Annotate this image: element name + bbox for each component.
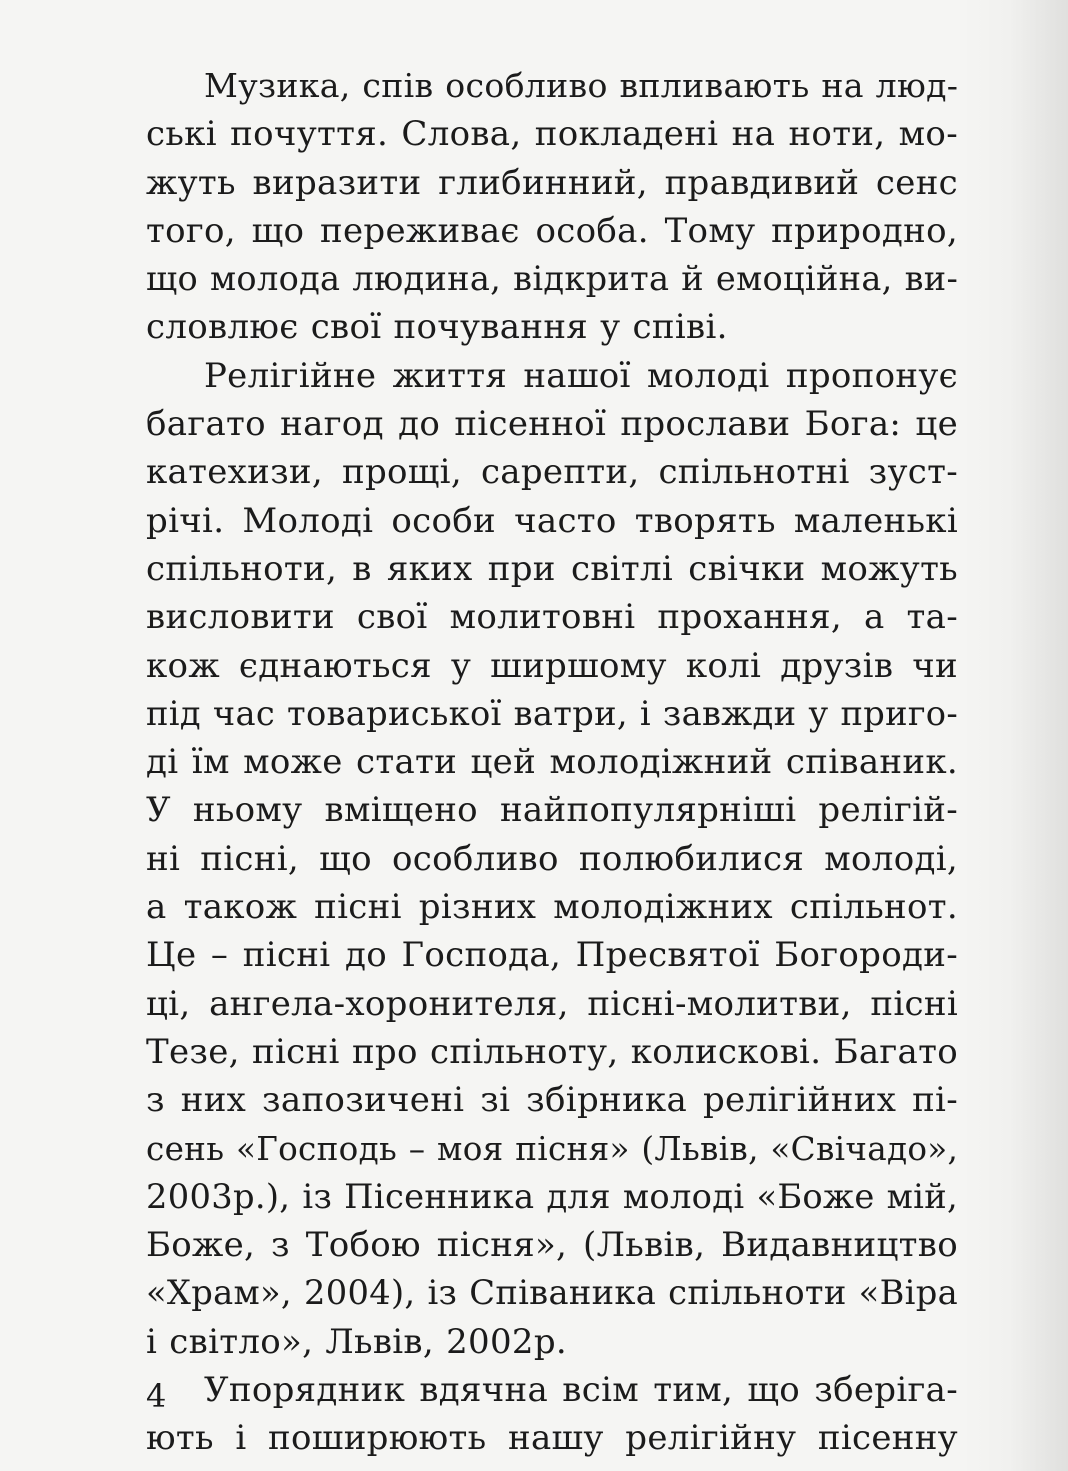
text-line: сень «Господь – моя пісня» (Львів, «Свічадо», [146,1129,959,1168]
text-line: Упорядник вдячна всім тим, що зберіга- [204,1370,958,1411]
text-line: ють і поширюють нашу релігійну пісенну [146,1418,958,1459]
text-line: багато нагод до пісенної прослави Бога: це [146,404,958,445]
text-line: з них запозичені зі збірника релігійних пі- [146,1080,958,1121]
text-line: словлює свої почування у співі. [146,307,728,348]
text-line: спільноти, в яких при світлі свічки можуть [146,548,958,589]
text-line: Це – пісні до Господа, Пресвятої Богороди- [146,935,958,976]
text-line: У ньому вміщено найпопулярніші релігій- [146,790,958,831]
text-line: 2003р.), із Пісенника для молоді «Боже мій, [146,1176,958,1216]
text-line: Боже, з Тобою пісня», (Львів, Видавництво [146,1225,958,1266]
text-line: і світло», Львів, 2002р. [146,1321,567,1362]
text-line: що молода людина, відкрита й емоційна, ви- [146,259,959,299]
text-line: жуть виразити глибинний, правдивий сенс [146,162,958,203]
text-line: під час товариської ватри, і завжди у приго- [146,693,959,733]
text-line: того, що переживає особа. Тому природно, [146,210,958,251]
text-line: ді їм може стати цей молодіжний співаник. [146,742,958,783]
text-line: ські почуття. Слова, покладені на ноти, мо- [146,114,958,155]
body-text [146,62,958,1463]
text-line: річі. Молоді особи часто творять маленькі [146,500,958,541]
text-line: кож єднаються у ширшому колі друзів чи [146,645,958,686]
text-line: «Храм», 2004), із Співаника спільноти «Віра [146,1273,958,1313]
text-line: Тезе, пісні про спільноту, колискові. Багато [146,1031,958,1072]
text-line: Релігійне життя нашої молоді пропонує [204,355,958,396]
text-line: катехизи, прощі, сарепти, спільнотні зуст- [146,452,958,493]
text-line: Музика, спів особливо впливають на люд- [204,66,959,105]
text-line: ці, ангела-хоронителя, пісні-молитви, пісні [146,983,958,1024]
text-line: ні пісні, що особливо полюбилися молоді, [146,838,958,879]
text-line: висловити свої молитовні прохання, а та- [146,597,958,638]
page-edge-shadow [1008,0,1068,1471]
page-number: 4 [146,1377,167,1415]
text-line: а також пісні різних молодіжних спільнот. [146,887,958,928]
